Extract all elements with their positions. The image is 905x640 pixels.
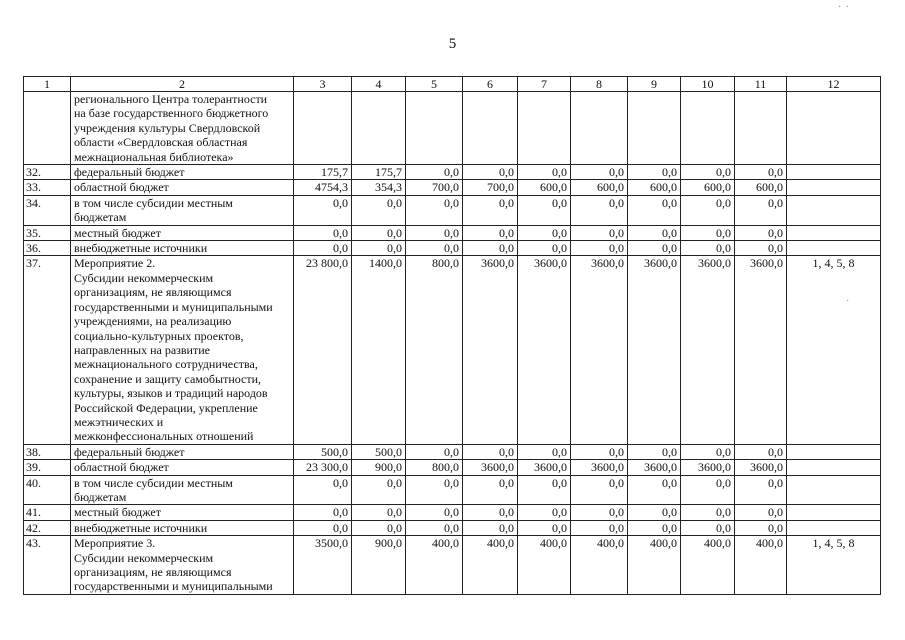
value-cell: 0,0 xyxy=(735,241,787,256)
row-number: 38. xyxy=(24,444,71,459)
value-cell: 0,0 xyxy=(571,241,628,256)
target-indicators-cell xyxy=(787,92,881,165)
target-indicators-cell xyxy=(787,475,881,505)
value-cell: 600,0 xyxy=(571,180,628,195)
table-row xyxy=(24,241,881,256)
value-cell: 800,0 xyxy=(406,460,463,475)
header-cell: 12 xyxy=(787,77,881,92)
table-row xyxy=(24,505,881,520)
value-cell: 0,0 xyxy=(352,241,406,256)
value-cell: 354,3 xyxy=(352,180,406,195)
value-cell xyxy=(294,92,352,165)
header-cell: 1 xyxy=(24,77,71,92)
value-cell: 0,0 xyxy=(463,225,518,240)
value-cell: 0,0 xyxy=(463,241,518,256)
header-cell: 9 xyxy=(628,77,681,92)
value-cell: 0,0 xyxy=(571,444,628,459)
margin-mark: · xyxy=(846,296,851,307)
value-cell: 0,0 xyxy=(463,475,518,505)
value-cell xyxy=(406,92,463,165)
value-cell: 0,0 xyxy=(352,225,406,240)
table-row xyxy=(24,520,881,535)
value-cell xyxy=(518,92,571,165)
target-indicators-cell xyxy=(787,225,881,240)
value-cell: 3600,0 xyxy=(628,256,681,444)
value-cell: 0,0 xyxy=(463,505,518,520)
value-cell: 23 800,0 xyxy=(294,256,352,444)
value-cell xyxy=(463,92,518,165)
value-cell: 0,0 xyxy=(406,444,463,459)
value-cell: 0,0 xyxy=(628,241,681,256)
value-cell: 3600,0 xyxy=(518,256,571,444)
value-cell: 0,0 xyxy=(463,444,518,459)
table-row xyxy=(24,536,881,595)
row-number: 35. xyxy=(24,225,71,240)
row-description: внебюджетные источники xyxy=(71,241,294,256)
target-indicators-cell xyxy=(787,505,881,520)
value-cell: 0,0 xyxy=(294,225,352,240)
value-cell xyxy=(352,92,406,165)
value-cell: 0,0 xyxy=(681,241,735,256)
value-cell: 0,0 xyxy=(628,505,681,520)
row-description: регионального Центра толерантности на базе государственного бюджетного учреждения культуры Свердловской области «Свердловская областная межнациональная библиотека» xyxy=(71,92,294,165)
value-cell: 700,0 xyxy=(463,180,518,195)
row-description: Мероприятие 3. Субсидии некоммерческим организациям, не являющимся государственными и муниципальными xyxy=(71,536,294,595)
value-cell: 0,0 xyxy=(518,225,571,240)
table-row xyxy=(24,475,881,505)
value-cell: 0,0 xyxy=(406,520,463,535)
value-cell: 0,0 xyxy=(571,165,628,180)
value-cell: 0,0 xyxy=(681,444,735,459)
value-cell xyxy=(571,92,628,165)
value-cell: 3600,0 xyxy=(681,256,735,444)
value-cell: 0,0 xyxy=(571,195,628,225)
margin-mark: · · xyxy=(838,2,851,13)
row-description: федеральный бюджет xyxy=(71,165,294,180)
value-cell: 0,0 xyxy=(735,475,787,505)
value-cell: 400,0 xyxy=(735,536,787,595)
row-number: 36. xyxy=(24,241,71,256)
value-cell: 0,0 xyxy=(352,195,406,225)
value-cell: 0,0 xyxy=(681,165,735,180)
value-cell: 0,0 xyxy=(628,165,681,180)
target-indicators-cell: 1, 4, 5, 8 xyxy=(787,536,881,595)
budget-table xyxy=(23,76,881,595)
value-cell: 0,0 xyxy=(628,520,681,535)
value-cell: 1400,0 xyxy=(352,256,406,444)
value-cell: 0,0 xyxy=(681,505,735,520)
value-cell: 4754,3 xyxy=(294,180,352,195)
value-cell xyxy=(628,92,681,165)
table-header-row xyxy=(24,77,881,92)
value-cell: 900,0 xyxy=(352,460,406,475)
value-cell: 0,0 xyxy=(571,520,628,535)
value-cell: 23 300,0 xyxy=(294,460,352,475)
target-indicators-cell xyxy=(787,195,881,225)
value-cell: 0,0 xyxy=(294,241,352,256)
header-cell: 10 xyxy=(681,77,735,92)
row-description: в том числе субсидии местным бюджетам xyxy=(71,475,294,505)
value-cell: 0,0 xyxy=(294,475,352,505)
row-description: в том числе субсидии местным бюджетам xyxy=(71,195,294,225)
value-cell xyxy=(681,92,735,165)
value-cell: 0,0 xyxy=(518,475,571,505)
value-cell: 0,0 xyxy=(735,165,787,180)
row-description: областной бюджет xyxy=(71,180,294,195)
value-cell: 400,0 xyxy=(518,536,571,595)
value-cell: 500,0 xyxy=(352,444,406,459)
target-indicators-cell xyxy=(787,165,881,180)
value-cell: 600,0 xyxy=(628,180,681,195)
value-cell: 700,0 xyxy=(406,180,463,195)
row-description: внебюджетные источники xyxy=(71,520,294,535)
value-cell: 0,0 xyxy=(294,195,352,225)
value-cell: 400,0 xyxy=(571,536,628,595)
value-cell: 3600,0 xyxy=(681,460,735,475)
value-cell: 0,0 xyxy=(735,520,787,535)
value-cell: 0,0 xyxy=(463,195,518,225)
row-number: 33. xyxy=(24,180,71,195)
value-cell: 3500,0 xyxy=(294,536,352,595)
value-cell: 3600,0 xyxy=(735,256,787,444)
value-cell: 0,0 xyxy=(352,520,406,535)
row-number: 37. xyxy=(24,256,71,444)
value-cell: 0,0 xyxy=(735,505,787,520)
value-cell: 0,0 xyxy=(518,505,571,520)
row-description: Мероприятие 2. Субсидии некоммерческим организациям, не являющимся государственными и муниципальными учреждениями, на реализацию социально-культурных проектов, направленных на развитие межнационального сотрудничества, сохранение и защиту самобытности, культуры, языков и традиций народов Российской Федерации, укрепление межэтнических и межконфессиональных отношений xyxy=(71,256,294,444)
value-cell: 175,7 xyxy=(352,165,406,180)
row-description: местный бюджет xyxy=(71,505,294,520)
value-cell: 3600,0 xyxy=(463,256,518,444)
value-cell: 0,0 xyxy=(571,505,628,520)
header-cell: 2 xyxy=(71,77,294,92)
value-cell: 0,0 xyxy=(352,505,406,520)
value-cell: 600,0 xyxy=(735,180,787,195)
value-cell: 0,0 xyxy=(681,520,735,535)
value-cell: 0,0 xyxy=(406,195,463,225)
target-indicators-cell xyxy=(787,180,881,195)
value-cell: 0,0 xyxy=(463,165,518,180)
target-indicators-cell xyxy=(787,520,881,535)
row-description: федеральный бюджет xyxy=(71,444,294,459)
value-cell: 175,7 xyxy=(294,165,352,180)
value-cell: 0,0 xyxy=(518,241,571,256)
value-cell: 800,0 xyxy=(406,256,463,444)
table-row xyxy=(24,165,881,180)
value-cell: 3600,0 xyxy=(463,460,518,475)
value-cell: 0,0 xyxy=(571,225,628,240)
page-number: 5 xyxy=(448,36,457,52)
header-cell: 8 xyxy=(571,77,628,92)
value-cell: 0,0 xyxy=(735,444,787,459)
value-cell: 3600,0 xyxy=(571,460,628,475)
row-number: 32. xyxy=(24,165,71,180)
header-cell: 6 xyxy=(463,77,518,92)
value-cell: 900,0 xyxy=(352,536,406,595)
header-cell: 5 xyxy=(406,77,463,92)
header-cell: 7 xyxy=(518,77,571,92)
table-row xyxy=(24,444,881,459)
value-cell: 0,0 xyxy=(681,475,735,505)
row-number: 41. xyxy=(24,505,71,520)
value-cell: 0,0 xyxy=(406,241,463,256)
value-cell: 600,0 xyxy=(681,180,735,195)
value-cell: 400,0 xyxy=(681,536,735,595)
value-cell: 0,0 xyxy=(518,195,571,225)
value-cell: 3600,0 xyxy=(571,256,628,444)
value-cell: 3600,0 xyxy=(735,460,787,475)
row-number: 43. xyxy=(24,536,71,595)
target-indicators-cell: 1, 4, 5, 8 xyxy=(787,256,881,444)
row-number xyxy=(24,92,71,165)
value-cell: 600,0 xyxy=(518,180,571,195)
value-cell: 3600,0 xyxy=(628,460,681,475)
value-cell: 3600,0 xyxy=(518,460,571,475)
value-cell: 400,0 xyxy=(628,536,681,595)
row-number: 42. xyxy=(24,520,71,535)
table-row xyxy=(24,256,881,444)
value-cell: 400,0 xyxy=(406,536,463,595)
value-cell: 0,0 xyxy=(352,475,406,505)
table-row xyxy=(24,180,881,195)
value-cell: 0,0 xyxy=(406,225,463,240)
target-indicators-cell xyxy=(787,460,881,475)
value-cell: 0,0 xyxy=(406,505,463,520)
value-cell: 0,0 xyxy=(628,475,681,505)
table-row xyxy=(24,195,881,225)
value-cell: 0,0 xyxy=(628,195,681,225)
target-indicators-cell xyxy=(787,444,881,459)
value-cell: 0,0 xyxy=(406,475,463,505)
target-indicators-cell xyxy=(787,241,881,256)
value-cell: 0,0 xyxy=(294,505,352,520)
value-cell: 0,0 xyxy=(518,520,571,535)
value-cell: 0,0 xyxy=(681,225,735,240)
value-cell: 0,0 xyxy=(681,195,735,225)
value-cell: 500,0 xyxy=(294,444,352,459)
value-cell: 0,0 xyxy=(735,225,787,240)
value-cell: 0,0 xyxy=(571,475,628,505)
value-cell: 400,0 xyxy=(463,536,518,595)
table-body xyxy=(24,77,881,595)
value-cell: 0,0 xyxy=(628,444,681,459)
table-row xyxy=(24,92,881,165)
value-cell: 0,0 xyxy=(294,520,352,535)
row-description: местный бюджет xyxy=(71,225,294,240)
value-cell: 0,0 xyxy=(735,195,787,225)
row-number: 34. xyxy=(24,195,71,225)
row-number: 40. xyxy=(24,475,71,505)
table-row xyxy=(24,225,881,240)
value-cell: 0,0 xyxy=(628,225,681,240)
header-cell: 11 xyxy=(735,77,787,92)
header-cell: 3 xyxy=(294,77,352,92)
row-description: областной бюджет xyxy=(71,460,294,475)
header-cell: 4 xyxy=(352,77,406,92)
value-cell: 0,0 xyxy=(463,520,518,535)
value-cell: 0,0 xyxy=(518,165,571,180)
value-cell: 0,0 xyxy=(518,444,571,459)
value-cell: 0,0 xyxy=(406,165,463,180)
table-row xyxy=(24,460,881,475)
value-cell xyxy=(735,92,787,165)
row-number: 39. xyxy=(24,460,71,475)
